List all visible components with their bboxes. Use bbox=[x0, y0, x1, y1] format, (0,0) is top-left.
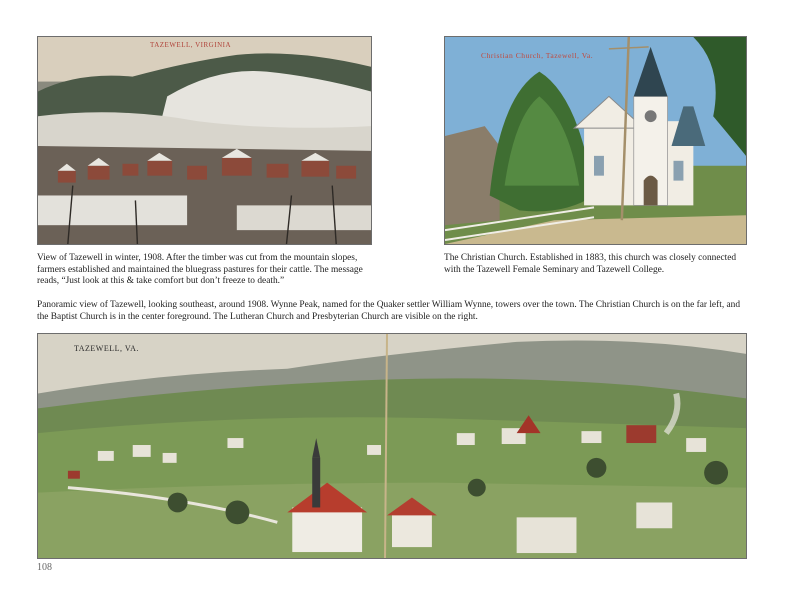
winter-view-photo bbox=[37, 36, 372, 245]
panorama-caption: Panoramic view of Tazewell, looking southeast, around 1908. Wynne Peak, named for the Quaker settler William Wynne, towers over the town. The Christian Church is on the far left, and the Baptist Church is in the center foreground. The Lutheran Church and Presbyterian Church are visible on the right. bbox=[37, 300, 741, 322]
christian-church-illustration bbox=[445, 37, 746, 244]
panorama-illustration bbox=[38, 334, 746, 558]
christian-church-photo bbox=[444, 36, 747, 245]
christian-church-caption: The Christian Church. Established in 1883, this church was closely connected with the Tazewell Female Seminary and Tazewell College. bbox=[444, 253, 737, 275]
church-postcard-label: Christian Church, Tazewell, Va. bbox=[481, 51, 594, 60]
winter-view-illustration bbox=[38, 37, 371, 244]
panorama-postcard-label: TAZEWELL, VA. bbox=[74, 344, 139, 353]
winter-postcard-label: TAZEWELL, VIRGINIA bbox=[150, 41, 232, 49]
page-number: 108 bbox=[37, 562, 52, 573]
winter-view-caption: View of Tazewell in winter, 1908. After the timber was cut from the mountain slopes, farmers established and maintained the bluegrass pastures for their cattle. The message reads, “Just look at this & take comfort but don’t freeze to death.” bbox=[37, 253, 363, 287]
panorama-photo bbox=[37, 333, 747, 559]
